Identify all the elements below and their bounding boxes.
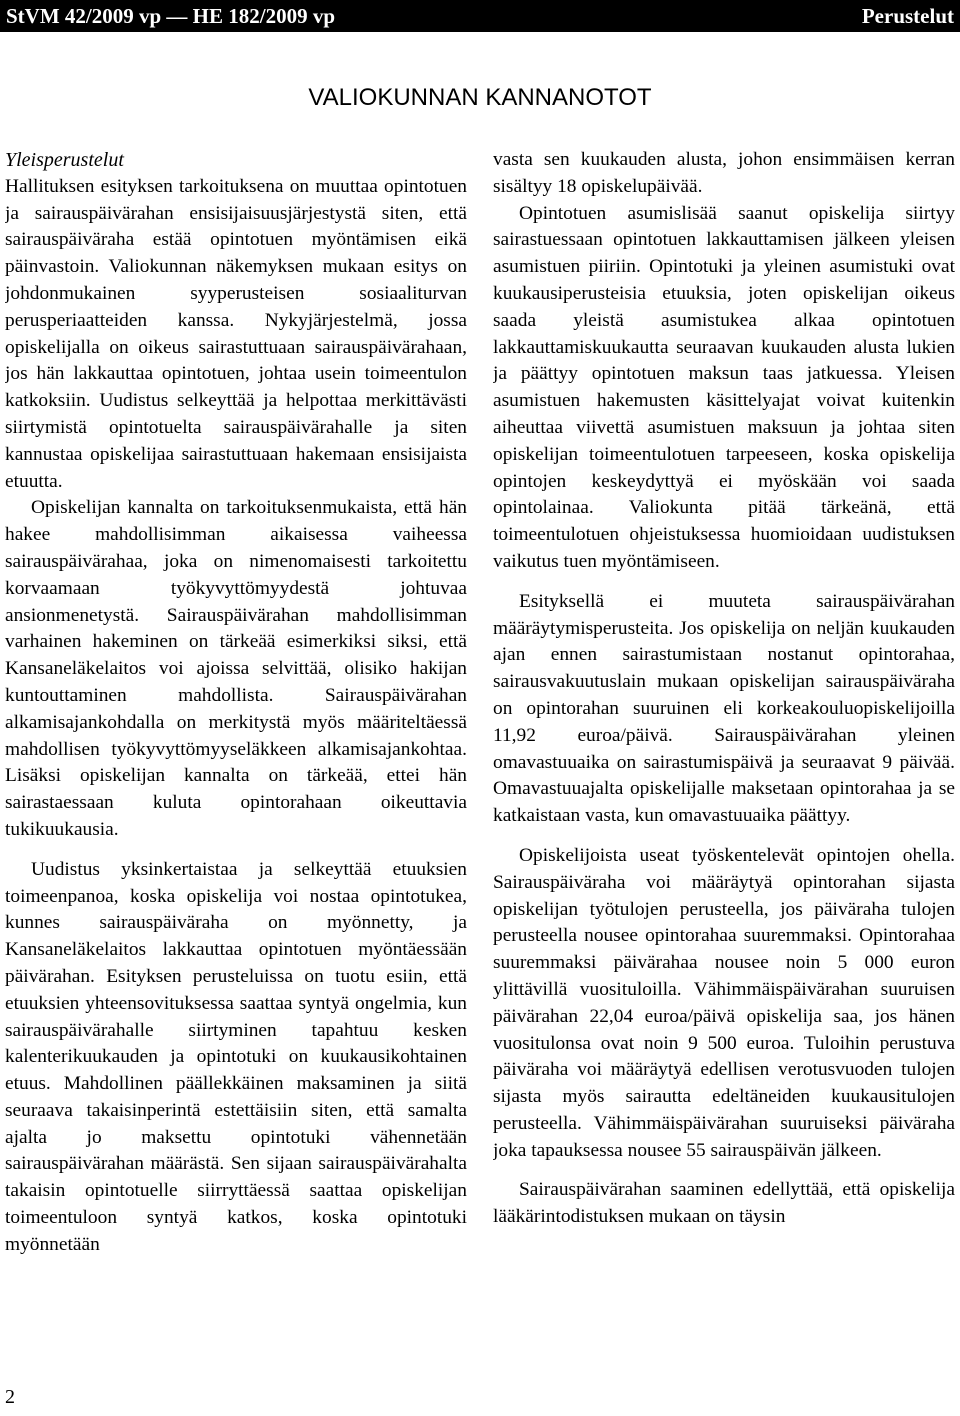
- page-number: 2: [5, 1386, 15, 1408]
- section-title: VALIOKUNNAN KANNANOTOT: [308, 84, 652, 111]
- paragraph: vasta sen kuukauden alusta, johon ensimmäisen kerran sisältyy 18 opiskelupäivää.: [493, 149, 955, 197]
- paragraph: Opiskelijoista useat työskentelevät opintojen ohella. Sairauspäiväraha voi määräytyä opintorahan sijasta opiskelijan työtulojen perusteella, jos päiväraha tulojen perusteella nousee opintorahaa suuremmaksi. Opintorahaa suuremmaksi päivärahaa nousee noin 5 000 euron ylittävillä vuosituloilla. Vähimmäispäivärahan suuruisen päivärahan 22,04 euroa/päivä opiskelija saa, jos hänen vuositulonsa ovat noin 9 500 euroa. Tuloihin perustuva päiväraha voi määräytyä edellisen verotusvuoden tulojen sijasta myös sairautta edeltäneiden kuukausitulojen perusteella. Vähimmäispäivärahan suuruiseksi päiväraha joka tapauksessa nousee 55 sairauspäivän jälkeen.: [493, 844, 955, 1161]
- header-section-label: Perustelut: [861, 4, 954, 28]
- left-column: [5, 147, 467, 1347]
- paragraph: Uudistus yksinkertaistaa ja selkeyttää etuuksien toimeenpanoa, koska opiskelija voi nostaa opintotukea, kunnes sairauspäiväraha on myönnetty, ja Kansaneläkelaitos lakkauttaa opintotuen myöntäessään päivärahan. Esityksen perusteluissa on tuotu esiin, että etuuksien yhteensovituksessa saattaa syntyä ongelmia, kun sairauspäivärahalle siirtyminen tapahtuu kesken kalenterikuukauden ja opintotuki on kuukausikohtainen etuus. Mahdollinen päällekkäinen maksaminen ja siitä seuraava takaisinperintä estettäisiin siten, että samalta ajalta jo maksettu opintotuki vähennetään sairauspäivärahan määrästä. Sen sijaan sairauspäivärahalta takaisin opintotuelle siirryttäessä saattaa opiskelijan toimeentuloon syntyä katkos, koska opintotuki myönnetään: [5, 858, 467, 1255]
- paragraph: Hallituksen esityksen tarkoituksena on muuttaa opintotuen ja sairauspäivärahan ensisijaisuusjärjestystä siten, että sairauspäiväraha estää opintotuen myöntämisen eikä päinvastoin. Valiokunnan näkemyksen mukaan esitys on johdonmukainen syyperusteisen sosiaaliturvan perusperiaatteiden kanssa. Nykyjärjestelmä, jossa opiskelijalla on oikeus sairastuttuaan sairauspäivärahaan, jos hän lakkauttaa opintotuen, johtaa usein toimeentulon katkoksiin. Uudistus selkeyttää ja helpottaa merkittävästi siirtymistä opintotuelta sairauspäivärahalle ja siten kannustaa opiskelijaa sairastuttuaan hakemaan ensisijaista etuutta.: [5, 175, 467, 492]
- paragraph: Esityksellä ei muuteta sairauspäivärahan määräytymisperusteita. Jos opiskelija on neljän kuukauden ajan ennen sairastumistaan nostanut opintorahaa, sairausvakuutuslain mukaan opiskelijan sairauspäiväraha on opintorahan suuruinen eli korkeakouluopiskelijoilla 11,92 euroa/päivä. Sairauspäivärahan yleinen omavastuuaika on sairastumispäivä ja seuraavat 9 päivää. Omavastuuajalta opiskelijalle maksetaan opintorahaa ja se katkaistaan vasta, kun omavastuuaika päättyy.: [493, 590, 955, 827]
- header-document-reference: StVM 42/2009 vp — HE 182/2009 vp: [6, 4, 336, 28]
- right-column: [493, 147, 955, 1347]
- subheading: Yleisperustelut: [5, 149, 124, 171]
- paragraph: Opiskelijan kannalta on tarkoituksenmukaista, että hän hakee mahdollisimman aikaisessa vaiheessa sairauspäivärahaa, joka on nimenomaisesti tarkoitettu korvaamaan työkyvyttömyydestä johtuvaa ansionmenetystä. Sairauspäivärahan mahdollisimman varhainen hakeminen on tärkeää esimerkiksi siksi, että Kansaneläkelaitos voi ajoissa selvittää, olisiko hakijan kuntouttaminen mahdollista. Sairauspäivärahan alkamisajankohdalla on merkitystä myös määriteltäessä mahdollisen työkyvyttömyyseläkkeen alkamisajankohtaa. Lisäksi opiskelijan kannalta on tärkeää, ettei hän sairastaessaan kuluta opintorahaan oikeuttavia tukikuukausia.: [5, 497, 467, 840]
- running-header: [0, 0, 960, 32]
- paragraph: Opintotuen asumislisää saanut opiskelija siirtyy sairastuessaan opintotuen lakkauttamisen jälkeen yleisen asumistuen piiriin. Opintotuki ja yleinen asumistuki ovat kuukausiperusteisia etuuksia, joten opiskelijan oikeus saada yleistä asumistukea alkaa opintotuen lakkauttamiskuukautta seuraavan kuukauden alusta lukien ja päättyy opintotuen maksun taas jatkuessa. Yleisen asumistuen hakemusten käsittelyajat voivat kuitenkin aiheuttaa viivettä asumistuen maksuun ja johtaa siten opiskelijan toimeentulotuen tarpeeseen, koska opiskelija opintojen keskeydyttyä ei myöskään voi saada opintolainaa. Valiokunta pitää tärkeänä, että toimeentulotuen ohjeistuksessa huomioidaan uudistuksen vaikutus tuen myöntämiseen.: [493, 202, 955, 572]
- paragraph: Sairauspäivärahan saaminen edellyttää, että opiskelija lääkärintodistuksen mukaan on täysin: [493, 1179, 955, 1228]
